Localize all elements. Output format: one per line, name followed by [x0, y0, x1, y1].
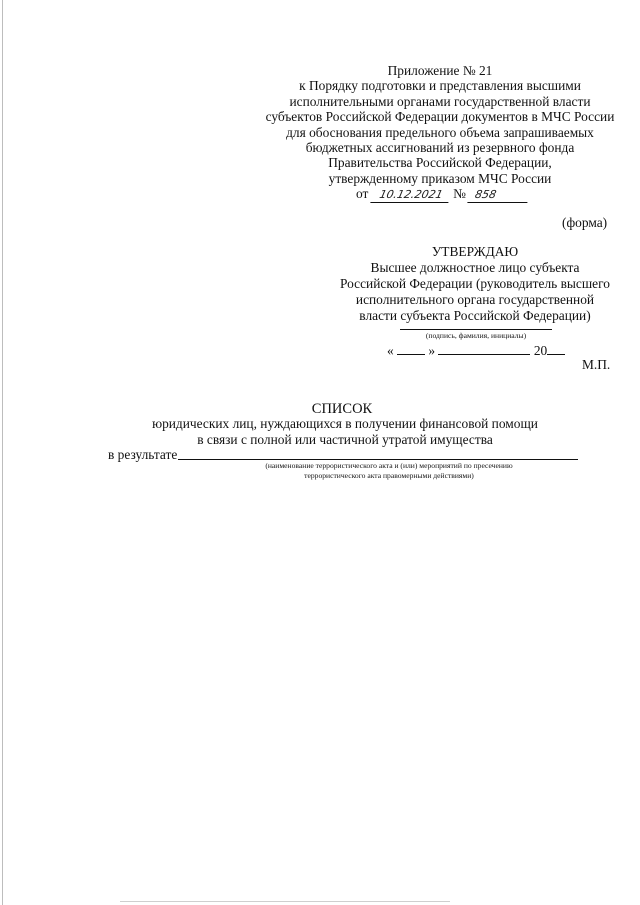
appendix-number: Приложение № 21	[387, 63, 493, 78]
list-subtitle-line: в связи с полной или частичной утратой имущества	[197, 431, 493, 447]
day-blank[interactable]	[397, 342, 425, 355]
approval-text-line: власти субъекта Российской Федерации)	[359, 308, 591, 323]
order-date-number-line	[356, 186, 529, 203]
year-blank[interactable]	[547, 342, 565, 355]
scan-edge-bottom	[120, 901, 450, 902]
form-label: (форма)	[562, 215, 608, 230]
handwritten-order-number: 858	[468, 187, 531, 203]
result-caption-line: (наименование террористического акта и (или) мероприятий по пресечению	[265, 461, 513, 470]
appendix-text-line: для обоснования предельного объема запрашиваемых	[286, 124, 594, 140]
approval-title: УТВЕРЖДАЮ	[431, 244, 519, 259]
ot-label: от	[356, 186, 369, 201]
list-subtitle-line: юридических лиц, нуждающихся в получении финансовой помощи	[152, 416, 538, 431]
signature-line[interactable]	[400, 329, 552, 330]
date-open-quote: «	[387, 343, 394, 358]
appendix-text-line: утвержденному приказом МЧС России	[328, 170, 552, 186]
stamp-place-label: М.П.	[582, 357, 611, 372]
approval-text-line: исполнительного органа государственной	[355, 292, 595, 307]
result-caption-line: террористического акта правомерными действиями)	[304, 470, 474, 480]
result-caption	[178, 461, 600, 480]
month-blank[interactable]	[438, 342, 530, 355]
appendix-text-line: бюджетных ассигнований из резервного фонда	[305, 140, 575, 156]
list-title: СПИСОК	[311, 401, 373, 417]
appendix-text-line: к Порядку подготовки и представления высшими	[299, 78, 581, 94]
year-prefix: 20	[533, 343, 548, 358]
date-close-quote: »	[428, 343, 436, 358]
list-subtitle	[150, 416, 540, 447]
appendix-header	[250, 63, 630, 186]
approval-date-row	[387, 342, 565, 359]
result-input-line[interactable]	[178, 459, 578, 460]
appendix-text-line: исполнительными органами государственной власти	[289, 93, 591, 109]
signature-caption: (подпись, фамилия, инициалы)	[425, 331, 527, 340]
appendix-text-line: субъектов Российской Федерации документов в МЧС России	[265, 109, 615, 125]
approval-text-line: Высшее должностное лицо субъекта	[370, 260, 580, 275]
result-label: в результате	[108, 447, 178, 462]
approval-block	[330, 244, 620, 324]
approval-text-line: Российской Федерации (руководитель высшего	[340, 276, 610, 291]
handwritten-order-date: 10.12.2021	[370, 187, 451, 203]
scan-edge-left	[2, 0, 3, 905]
appendix-text-line: Правительства Российской Федерации,	[328, 155, 552, 171]
number-label: №	[453, 186, 466, 201]
